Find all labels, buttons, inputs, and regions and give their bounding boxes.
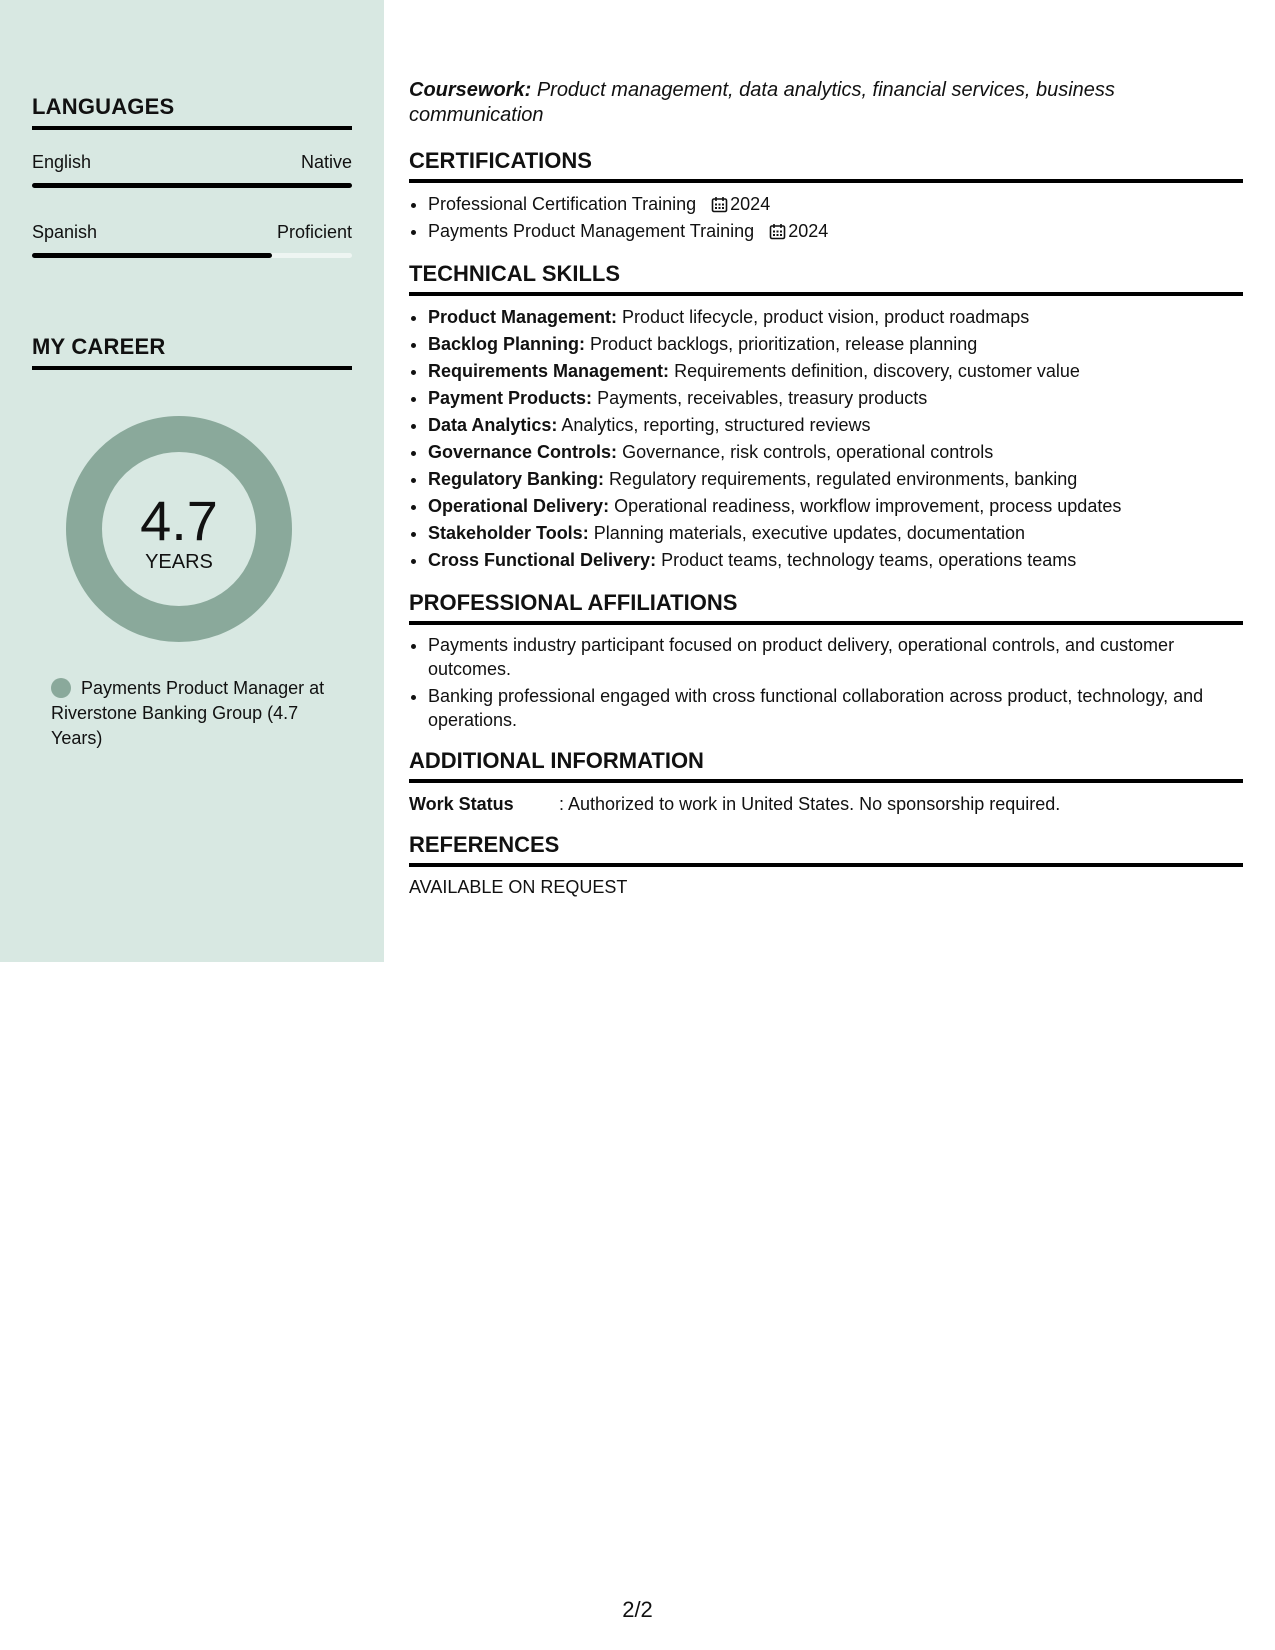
skill-text: Operational readiness, workflow improvement, process updates xyxy=(614,496,1122,516)
skill-text: Payments, receivables, treasury products xyxy=(597,388,928,408)
page-number: 2/2 xyxy=(622,1597,653,1622)
skill-item xyxy=(428,547,1243,574)
languages-heading: LANGUAGES xyxy=(32,94,352,130)
skill-label: Cross Functional Delivery: xyxy=(428,550,657,570)
affiliation-item: • Banking professional engaged with cross functional collaboration across product, technology, and operations. xyxy=(428,684,1243,732)
work-status-row xyxy=(409,792,1243,816)
skill-item xyxy=(428,466,1243,493)
skill-text: Product backlogs, prioritization, release planning xyxy=(590,334,978,354)
language-proficiency-fill xyxy=(32,253,272,258)
calendar-icon xyxy=(711,196,728,213)
language-row xyxy=(32,152,352,173)
skill-text: Analytics, reporting, structured reviews xyxy=(561,415,871,435)
certifications-heading: CERTIFICATIONS xyxy=(409,148,1243,183)
skill-label: Governance Controls: xyxy=(428,442,618,462)
skill-text: Regulatory requirements, regulated environments, banking xyxy=(609,469,1078,489)
references-text: AVAILABLE ON REQUEST xyxy=(409,877,628,897)
skill-label: Stakeholder Tools: xyxy=(428,523,589,543)
skills-list xyxy=(409,304,1243,574)
career-years-unit: YEARS xyxy=(145,551,213,573)
career-legend-dot xyxy=(51,678,71,698)
certification-item xyxy=(428,191,1243,218)
skill-text: Governance, risk controls, operational controls xyxy=(622,442,994,462)
certification-name: Professional Certification Training xyxy=(428,194,697,214)
coursework xyxy=(409,78,1243,128)
certification-name: Payments Product Management Training xyxy=(428,221,755,241)
calendar-icon xyxy=(769,223,786,240)
references-heading: REFERENCES xyxy=(409,832,1243,867)
certification-year: 2024 xyxy=(730,194,771,214)
certification-list xyxy=(409,191,1243,245)
skill-item xyxy=(428,439,1243,466)
career-legend xyxy=(51,676,341,751)
language-level: Proficient xyxy=(276,222,352,242)
skill-text: Product teams, technology teams, operations teams xyxy=(661,550,1077,570)
work-status-value: : Authorized to work in United States. No sponsorship required. xyxy=(559,794,1061,814)
skill-text: Planning materials, executive updates, documentation xyxy=(593,523,1025,543)
skill-label: Data Analytics: xyxy=(428,415,558,435)
career-legend-text: Payments Product Manager at Riverstone Banking Group (4.7 Years) xyxy=(51,678,325,748)
skill-item xyxy=(428,412,1243,439)
skill-item xyxy=(428,304,1243,331)
skill-item xyxy=(428,331,1243,358)
skill-text: Requirements definition, discovery, customer value xyxy=(674,361,1080,381)
career-section xyxy=(32,334,352,370)
language-proficiency-fill xyxy=(32,183,352,188)
certification-year: 2024 xyxy=(788,221,829,241)
affiliations-heading: PROFESSIONAL AFFILIATIONS xyxy=(409,590,1243,625)
language-list xyxy=(32,152,352,258)
skill-item xyxy=(428,385,1243,412)
skill-label: Payment Products: xyxy=(428,388,593,408)
skill-text: Product lifecycle, product vision, product roadmaps xyxy=(622,307,1030,327)
affiliation-item: • Payments industry participant focused on product delivery, operational controls, and customer outcomes. xyxy=(428,633,1243,681)
sidebar xyxy=(0,0,384,962)
skill-label: Requirements Management: xyxy=(428,361,670,381)
technical-skills-heading: TECHNICAL SKILLS xyxy=(409,261,1243,296)
skill-label: Operational Delivery: xyxy=(428,496,610,516)
career-donut-chart xyxy=(64,414,294,644)
work-status-label: Work Status xyxy=(409,794,514,814)
language-level: Native xyxy=(300,152,352,172)
skill-item xyxy=(428,493,1243,520)
language-row xyxy=(32,222,352,243)
language-name: English xyxy=(32,152,92,172)
language-name: Spanish xyxy=(32,222,98,242)
language-proficiency-bar xyxy=(32,253,352,258)
certification-item xyxy=(428,218,1243,245)
affiliations-list xyxy=(409,633,1243,732)
language-proficiency-bar xyxy=(32,183,352,188)
additional-info-heading: ADDITIONAL INFORMATION xyxy=(409,748,1243,783)
coursework-label: Coursework: xyxy=(409,79,532,101)
coursework-text: Product management, data analytics, financial services, business communication xyxy=(409,79,1115,126)
career-years-value: 4.7 xyxy=(140,489,218,552)
main-content xyxy=(409,78,1243,898)
skill-label: Backlog Planning: xyxy=(428,334,586,354)
skill-item xyxy=(428,358,1243,385)
languages-section xyxy=(32,94,352,258)
skill-label: Product Management: xyxy=(428,307,618,327)
career-heading: MY CAREER xyxy=(32,334,352,370)
skill-item xyxy=(428,520,1243,547)
skill-label: Regulatory Banking: xyxy=(428,469,605,489)
